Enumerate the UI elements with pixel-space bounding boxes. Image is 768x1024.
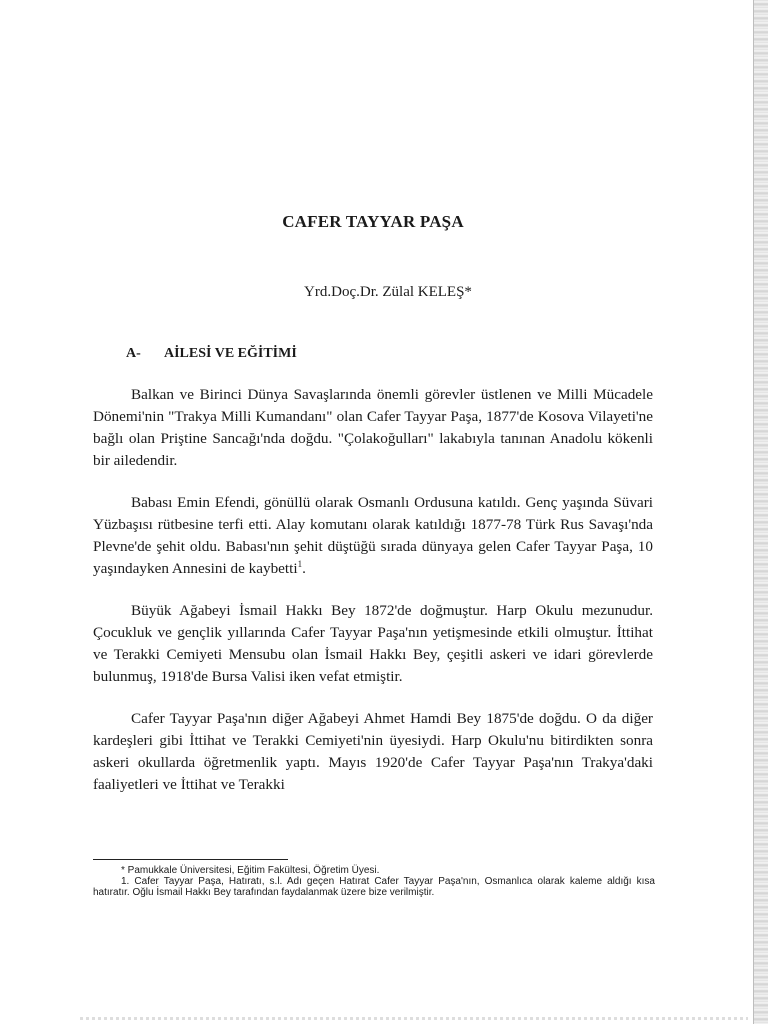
author-line: Yrd.Doç.Dr. Zülal KELEŞ* (304, 284, 472, 300)
section-number: A- (126, 346, 141, 361)
paragraph-4: Cafer Tayyar Paşa'nın diğer Ağabeyi Ahmet Hamdi Bey 1875'de doğdu. O da diğer kardeşleri gibi İttihat ve Terakki Cemiyeti'nin üyesiydi. Harp Okulu'nu bitirdikten sonra askeri okullarda öğretmenlik yaptı. Mayıs 1920'de Cafer Tayyar Paşa'nın Trakya'daki faaliyetleri ve İttihat ve Terakki (93, 710, 653, 793)
paragraph-3: Büyük Ağabeyi İsmail Hakkı Bey 1872'de doğmuştur. Harp Okulu mezunudur. Çocukluk ve gençlik yıllarında Cafer Tayyar Paşa'nın yetişmesinde etkili olmuştur. İttihat ve Terakki Cemiyeti Mensubu olan İsmail Hakkı Bey, çeşitli askeri ve idari görevlerde bulunmuş, 1918'de Bursa Valisi iken vefat etmiştir. (93, 602, 653, 685)
scan-edge-shadow (754, 0, 768, 1024)
footnote-separator (93, 859, 288, 860)
footnote-1: 1. Cafer Tayyar Paşa, Hatıratı, s.l. Adı geçen Hatırat Cafer Tayyar Paşa'nın, Osmanlıca olarak kaleme aldığı kısa hatıratır. Oğlu İsmail Hakkı Bey tarafından faydalanmak üzere bize verilmiştir. (93, 876, 655, 898)
paragraph-2-tail: . (302, 560, 306, 577)
section-heading (126, 346, 297, 362)
scan-bottom-artifact (80, 1017, 748, 1020)
section-title: AİLESİ VE EĞİTİMİ (164, 346, 297, 361)
document-title: CAFER TAYYAR PAŞA (282, 212, 464, 231)
paragraph-1: Balkan ve Birinci Dünya Savaşlarında önemli görevler üstlenen ve Milli Mücadele Dönemi'nin "Trakya Milli Kumandanı" olan Cafer Tayyar Paşa, 1877'de Kosova Vilayeti'ne bağlı olan Priştine Sancağı'nda doğdu. "Çolakoğulları" lakabıyla tanınan Anadolu kökenli bir ailedendir. (93, 386, 653, 469)
footnote-reference[interactable]: 1 (297, 558, 303, 569)
body-text (93, 384, 653, 816)
paragraph-2 (93, 492, 653, 580)
footnote-affiliation: * Pamukkale Üniversitesi, Eğitim Fakültesi, Öğretim Üyesi. (121, 865, 380, 876)
paragraph-2-text: Babası Emin Efendi, gönüllü olarak Osmanlı Ordusuna katıldı. Genç yaşında Süvari Yüzbaşısı rütbesine terfi etti. Alay komutanı olarak katıldığı 1877-78 Türk Rus Savaşı'nda Plevne'de şehit oldu. Babası'nın şehit düştüğü sırada dünyaya gelen Cafer Tayyar Paşa, 10 yaşındayken Annesini de kaybetti (93, 494, 653, 577)
footnotes (93, 865, 655, 898)
